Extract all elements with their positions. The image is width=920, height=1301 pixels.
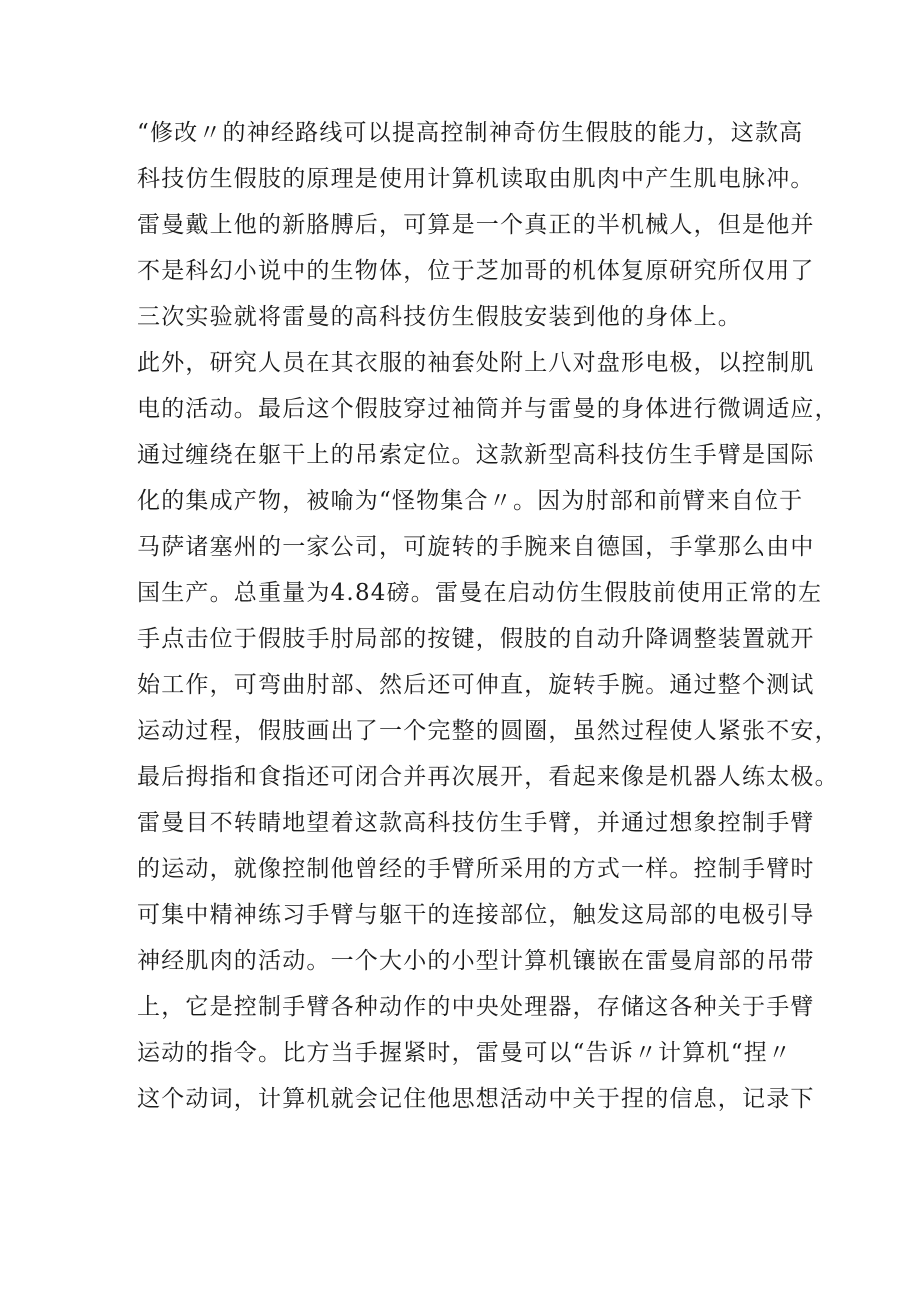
text-line: 雷曼戴上他的新胳膊后，可算是一个真正的半机械人，但是他并 (137, 212, 815, 238)
text-line: 国生产。总重量为4.84磅。雷曼在启动仿生假肢前使用正常的左 (137, 580, 823, 606)
text-line: 可集中精神练习手臂与躯干的连接部位，触发这局部的电极引导 (137, 902, 815, 928)
text-line: 马萨诸塞州的一家公司，可旋转的手腕来自德国，手掌那么由中 (137, 534, 815, 560)
text-line: 这个动词，计算机就会记住他思想活动中关于捏的信息，记录下 (137, 1086, 815, 1112)
text-line: 的运动，就像控制他曾经的手臂所采用的方式一样。控制手臂时 (137, 856, 815, 882)
text-line: 雷曼目不转睛地望着这款高科技仿生手臂，并通过想象控制手臂 (137, 810, 815, 836)
text-line: 始工作，可弯曲肘部、然后还可伸直，旋转手腕。通过整个测试 (137, 672, 815, 698)
text-line: 三次实验就将雷曼的高科技仿生假肢安装到他的身体上。 (137, 304, 742, 330)
text-line: 此外，研究人员在其衣服的袖套处附上八对盘形电极，以控制肌 (137, 350, 815, 376)
text-line: 科技仿生假肢的原理是使用计算机读取由肌肉中产生肌电脉冲。 (137, 166, 815, 192)
text-line: 神经肌肉的活动。一个大小的小型计算机镶嵌在雷曼肩部的吊带 (137, 948, 815, 974)
text-line: “修改〃的神经路线可以提高控制神奇仿生假肢的能力，这款高 (137, 120, 804, 146)
text-line: 运动的指令。比方当手握紧时，雷曼可以“告诉〃计算机“捏〃 (137, 1040, 793, 1066)
text-line: 最后拇指和食指还可闭合并再次展开，看起来像是机器人练太极。 (137, 764, 839, 790)
text-line: 上，它是控制手臂各种动作的中央处理器，存储这各种关于手臂 (137, 994, 815, 1020)
text-line: 电的活动。最后这个假肢穿过袖筒并与雷曼的身体进行微调适应， (137, 396, 839, 422)
text-line: 手点击位于假肢手肘局部的按键，假肢的自动升降调整装置就开 (137, 626, 815, 652)
text-line: 通过缠绕在躯干上的吊索定位。这款新型高科技仿生手臂是国际 (137, 442, 815, 468)
text-line: 不是科幻小说中的生物体，位于芝加哥的机体复原研究所仅用了 (137, 258, 815, 284)
text-line: 化的集成产物，被喻为“怪物集合〃。因为肘部和前臂来自位于 (137, 488, 804, 514)
text-line: 运动过程，假肢画出了一个完整的圆圈，虽然过程使人紧张不安， (137, 718, 839, 744)
body-text (137, 110, 839, 1122)
